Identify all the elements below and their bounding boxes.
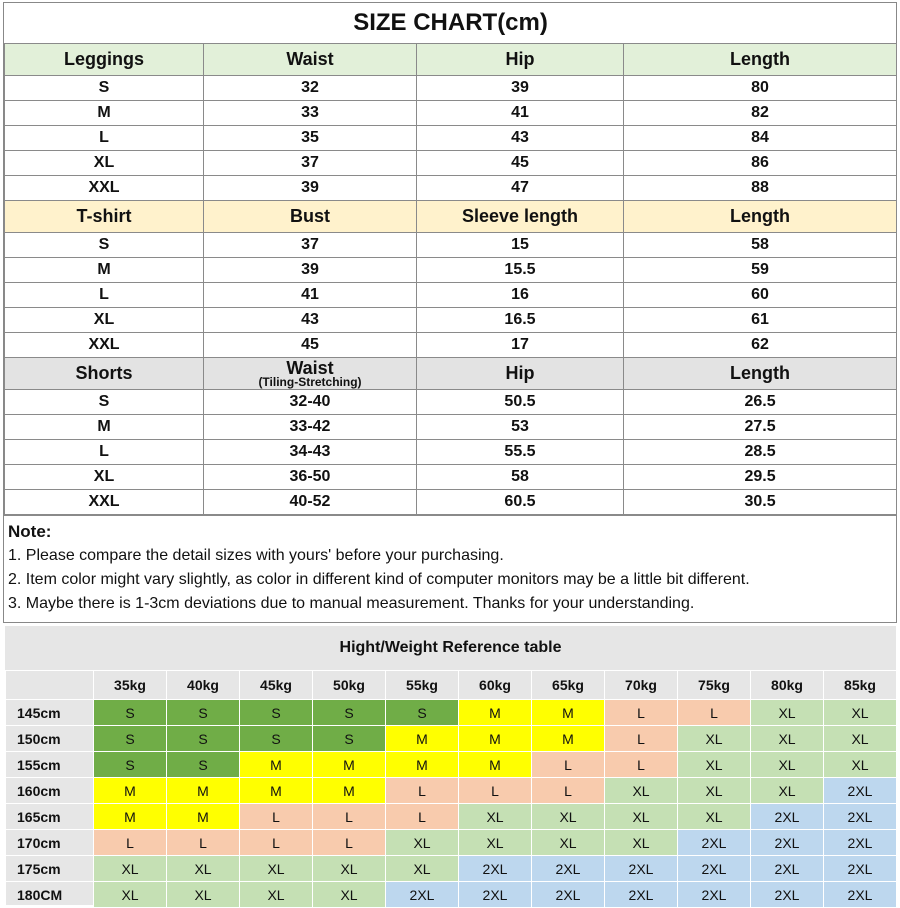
size-value: 17 <box>417 333 624 358</box>
size-value: 53 <box>417 415 624 440</box>
size-label: XL <box>5 151 204 176</box>
weight-header: 45kg <box>240 671 313 700</box>
size-cell: 2XL <box>751 804 824 830</box>
size-value: 45 <box>417 151 624 176</box>
tshirt-header-cell: Bust <box>204 201 417 233</box>
size-cell: 2XL <box>751 830 824 856</box>
size-value: 43 <box>417 126 624 151</box>
size-cell: XL <box>678 804 751 830</box>
size-cell: M <box>459 700 532 726</box>
leggings-header-cell: Length <box>624 44 897 76</box>
notes-title: Note: <box>8 522 52 541</box>
size-label: S <box>5 390 204 415</box>
leggings-row <box>5 101 897 126</box>
size-chart-panel <box>3 2 897 623</box>
size-cell: L <box>605 726 678 752</box>
size-cell: 2XL <box>386 882 459 908</box>
weight-header: 80kg <box>751 671 824 700</box>
shorts-row <box>5 440 897 465</box>
notes-section <box>4 515 896 622</box>
weight-header: 70kg <box>605 671 678 700</box>
size-cell: M <box>167 804 240 830</box>
size-value: 41 <box>204 283 417 308</box>
size-cell: M <box>313 752 386 778</box>
size-value: 27.5 <box>624 415 897 440</box>
shorts-header-cell: Shorts <box>5 358 204 390</box>
height-row <box>6 830 897 856</box>
size-cell: S <box>94 726 167 752</box>
size-cell: S <box>240 700 313 726</box>
size-chart-table <box>4 3 897 515</box>
size-cell: XL <box>824 752 897 778</box>
size-cell: XL <box>313 856 386 882</box>
size-cell: L <box>386 778 459 804</box>
size-cell: L <box>605 752 678 778</box>
leggings-row <box>5 126 897 151</box>
size-cell: XL <box>824 700 897 726</box>
size-value: 28.5 <box>624 440 897 465</box>
height-label: 180CM <box>6 882 94 908</box>
tshirt-header-cell: Sleeve length <box>417 201 624 233</box>
weight-header: 40kg <box>167 671 240 700</box>
size-cell: 2XL <box>605 856 678 882</box>
size-cell: XL <box>167 882 240 908</box>
size-value: 50.5 <box>417 390 624 415</box>
size-cell: XL <box>751 726 824 752</box>
size-cell: S <box>94 700 167 726</box>
size-cell: M <box>94 778 167 804</box>
size-label: XL <box>5 465 204 490</box>
shorts-waist-label: Waist <box>286 358 334 378</box>
size-cell: XL <box>678 778 751 804</box>
size-value: 32 <box>204 76 417 101</box>
shorts-row <box>5 415 897 440</box>
size-cell: 2XL <box>459 882 532 908</box>
size-cell: 2XL <box>751 882 824 908</box>
size-value: 60.5 <box>417 490 624 515</box>
size-value: 86 <box>624 151 897 176</box>
size-value: 26.5 <box>624 390 897 415</box>
height-row <box>6 882 897 908</box>
shorts-header-cell: Length <box>624 358 897 390</box>
size-cell: 2XL <box>824 882 897 908</box>
height-row <box>6 700 897 726</box>
size-cell: XL <box>751 752 824 778</box>
size-value: 33 <box>204 101 417 126</box>
size-cell: 2XL <box>678 882 751 908</box>
size-cell: XL <box>605 778 678 804</box>
height-label: 175cm <box>6 856 94 882</box>
weight-header: 75kg <box>678 671 751 700</box>
size-value: 43 <box>204 308 417 333</box>
size-cell: L <box>386 804 459 830</box>
size-value: 39 <box>204 258 417 283</box>
weight-header: 65kg <box>532 671 605 700</box>
size-cell: XL <box>532 804 605 830</box>
shorts-row <box>5 390 897 415</box>
size-cell: XL <box>459 830 532 856</box>
size-value: 15.5 <box>417 258 624 283</box>
size-value: 80 <box>624 76 897 101</box>
size-value: 16 <box>417 283 624 308</box>
reference-title: Hight/Weight Reference table <box>339 639 562 656</box>
height-label: 170cm <box>6 830 94 856</box>
height-label: 155cm <box>6 752 94 778</box>
size-cell: M <box>459 752 532 778</box>
shorts-row <box>5 465 897 490</box>
size-cell: XL <box>386 830 459 856</box>
height-label: 145cm <box>6 700 94 726</box>
size-cell: S <box>167 752 240 778</box>
weight-header: 55kg <box>386 671 459 700</box>
tshirt-header-cell: T-shirt <box>5 201 204 233</box>
size-label: XL <box>5 308 204 333</box>
height-row <box>6 752 897 778</box>
leggings-header-cell: Hip <box>417 44 624 76</box>
size-value: 55.5 <box>417 440 624 465</box>
size-cell: 2XL <box>824 778 897 804</box>
reference-table <box>5 670 897 908</box>
shorts-row <box>5 490 897 515</box>
tshirt-row <box>5 233 897 258</box>
size-cell: M <box>240 752 313 778</box>
size-value: 29.5 <box>624 465 897 490</box>
weight-header: 35kg <box>94 671 167 700</box>
size-cell: L <box>240 830 313 856</box>
weight-header-row <box>6 671 897 700</box>
size-cell: M <box>459 726 532 752</box>
tshirt-row <box>5 258 897 283</box>
size-label: S <box>5 233 204 258</box>
size-value: 30.5 <box>624 490 897 515</box>
tshirt-row <box>5 308 897 333</box>
size-cell: 2XL <box>678 856 751 882</box>
weight-header: 60kg <box>459 671 532 700</box>
size-cell: L <box>532 778 605 804</box>
size-label: XXL <box>5 176 204 201</box>
size-cell: XL <box>605 804 678 830</box>
size-cell: XL <box>751 778 824 804</box>
size-cell: XL <box>824 726 897 752</box>
size-value: 58 <box>417 465 624 490</box>
size-value: 39 <box>204 176 417 201</box>
size-label: M <box>5 101 204 126</box>
size-cell: 2XL <box>605 882 678 908</box>
size-cell: XL <box>386 856 459 882</box>
size-value: 40-52 <box>204 490 417 515</box>
size-cell: L <box>605 700 678 726</box>
size-value: 37 <box>204 233 417 258</box>
shorts-header-cell: Hip <box>417 358 624 390</box>
size-cell: L <box>313 804 386 830</box>
size-cell: 2XL <box>459 856 532 882</box>
height-label: 165cm <box>6 804 94 830</box>
size-value: 84 <box>624 126 897 151</box>
leggings-row <box>5 151 897 176</box>
leggings-row <box>5 176 897 201</box>
size-value: 88 <box>624 176 897 201</box>
size-label: L <box>5 440 204 465</box>
size-label: M <box>5 415 204 440</box>
tshirt-header-cell: Length <box>624 201 897 233</box>
height-label: 160cm <box>6 778 94 804</box>
size-cell: 2XL <box>532 856 605 882</box>
size-cell: XL <box>94 856 167 882</box>
size-cell: XL <box>678 726 751 752</box>
size-cell: S <box>240 726 313 752</box>
size-cell: 2XL <box>678 830 751 856</box>
size-cell: 2XL <box>532 882 605 908</box>
size-cell: L <box>94 830 167 856</box>
size-cell: S <box>386 700 459 726</box>
size-value: 41 <box>417 101 624 126</box>
weight-header: 85kg <box>824 671 897 700</box>
size-value: 36-50 <box>204 465 417 490</box>
size-cell: S <box>167 726 240 752</box>
size-value: 60 <box>624 283 897 308</box>
size-cell: M <box>386 752 459 778</box>
size-cell: L <box>240 804 313 830</box>
size-cell: 2XL <box>824 856 897 882</box>
size-cell: XL <box>605 830 678 856</box>
size-cell: S <box>313 700 386 726</box>
size-cell: M <box>313 778 386 804</box>
reference-panel <box>5 626 896 905</box>
size-label: XXL <box>5 333 204 358</box>
shorts-waist-subnote: (Tiling-Stretching) <box>258 375 362 389</box>
size-cell: L <box>532 752 605 778</box>
height-row <box>6 778 897 804</box>
size-cell: 2XL <box>824 830 897 856</box>
size-cell: XL <box>240 882 313 908</box>
size-value: 16.5 <box>417 308 624 333</box>
height-label: 150cm <box>6 726 94 752</box>
size-cell: XL <box>94 882 167 908</box>
size-value: 45 <box>204 333 417 358</box>
tshirt-row <box>5 283 897 308</box>
height-row <box>6 804 897 830</box>
size-label: L <box>5 283 204 308</box>
height-row <box>6 726 897 752</box>
size-cell: XL <box>313 882 386 908</box>
size-cell: 2XL <box>824 804 897 830</box>
note-item: 1. Please compare the detail sizes with yours' before your purchasing. <box>8 547 504 564</box>
size-cell: S <box>167 700 240 726</box>
leggings-header-cell: Leggings <box>5 44 204 76</box>
size-cell: XL <box>532 830 605 856</box>
leggings-header-cell: Waist <box>204 44 417 76</box>
size-value: 58 <box>624 233 897 258</box>
tshirt-row <box>5 333 897 358</box>
corner-cell <box>6 671 94 700</box>
size-cell: M <box>386 726 459 752</box>
size-label: XXL <box>5 490 204 515</box>
size-value: 32-40 <box>204 390 417 415</box>
size-value: 62 <box>624 333 897 358</box>
tshirt-header-row <box>5 201 897 233</box>
size-value: 39 <box>417 76 624 101</box>
note-item: 2. Item color might vary slightly, as color in different kind of computer monitors may be a little bit different. <box>8 571 750 588</box>
size-cell: L <box>678 700 751 726</box>
size-cell: M <box>94 804 167 830</box>
size-value: 82 <box>624 101 897 126</box>
size-value: 33-42 <box>204 415 417 440</box>
size-value: 59 <box>624 258 897 283</box>
size-cell: L <box>167 830 240 856</box>
size-cell: M <box>532 726 605 752</box>
size-value: 61 <box>624 308 897 333</box>
size-chart-title: SIZE CHART(cm) <box>5 3 897 44</box>
size-cell: XL <box>751 700 824 726</box>
size-value: 35 <box>204 126 417 151</box>
size-value: 15 <box>417 233 624 258</box>
note-item: 3. Maybe there is 1-3cm deviations due to manual measurement. Thanks for your understanding. <box>8 595 695 612</box>
size-label: S <box>5 76 204 101</box>
height-row <box>6 856 897 882</box>
size-cell: M <box>167 778 240 804</box>
size-cell: L <box>459 778 532 804</box>
shorts-header-cell <box>204 358 417 390</box>
size-cell: XL <box>240 856 313 882</box>
size-cell: XL <box>459 804 532 830</box>
size-cell: M <box>240 778 313 804</box>
size-value: 34-43 <box>204 440 417 465</box>
size-label: M <box>5 258 204 283</box>
size-cell: XL <box>167 856 240 882</box>
weight-header: 50kg <box>313 671 386 700</box>
size-label: L <box>5 126 204 151</box>
size-cell: 2XL <box>751 856 824 882</box>
size-cell: XL <box>678 752 751 778</box>
leggings-row <box>5 76 897 101</box>
size-cell: L <box>313 830 386 856</box>
size-cell: S <box>94 752 167 778</box>
shorts-header-row <box>5 358 897 390</box>
size-value: 47 <box>417 176 624 201</box>
leggings-header-row <box>5 44 897 76</box>
size-cell: M <box>532 700 605 726</box>
size-cell: S <box>313 726 386 752</box>
size-value: 37 <box>204 151 417 176</box>
